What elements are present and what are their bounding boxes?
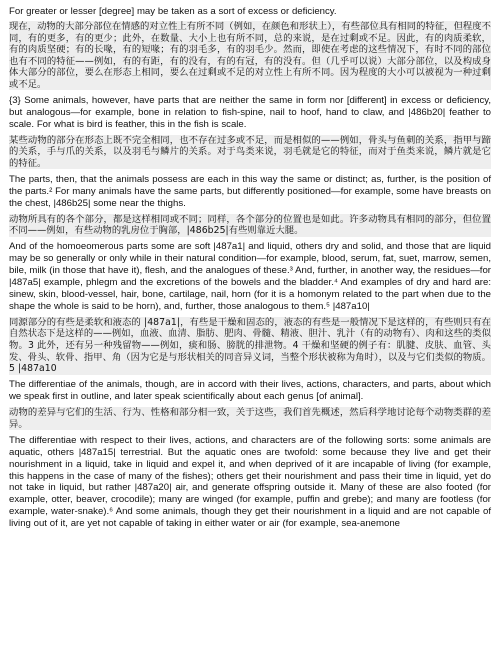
paragraph-en-6: The differentiae with respect to their lives, actions, and characters are of the following sorts: some animals are aquatic, others |487a15| terrestrial. But the aquatic ones are twofold: some because they live and get their nourishment in a liquid, take in liquid and expel it, and when deprived of it are incapable of living (for example, this happens in the case of many of the fishes); others get their nourishment and pass their time in liquid, yet do not take in liquid, but rather |487a20| air, and generate offspring outside it. Many of these are also footed (for example, otter, beaver, crocodile); many are winged (for example, puffin and grebe); and many are footless (for example, water-snake).⁶ And some animals, though they get their nourishment in a liquid and are not capable of living out of it, are yet not capable of taking in either water or air (for example, sea-anemone [9, 434, 491, 530]
paragraph-en-4: And of the homoeomerous parts some are soft |487a1| and liquid, others dry and solid, and those that are liquid may be so generally or only while in their natural condition—for example, blood, serum, fat, suet, marrow, semen, bile, milk (in those that have it), flesh, and the analogues of these.³ And, further, in another way, the residues—for |487a5| example, phlegm and the excretions of the bowels and the bladder.⁴ And examples of dry and hard are: sinew, skin, blood-vessel, hair, bone, cartilage, nail, horn (for it is a homonym related to the part when due to the shape the whole is said to be horn), and, further, those analogous to them.⁵ |487a10| [9, 241, 491, 312]
paragraph-zh-2: 某些动物的部分在形态上既不完全相同，也不存在过多或不足，而是相似的——例如，骨头与鱼刺的关系，指甲与蹄的关系，手与爪的关系，以及羽毛与鳞片的关系。对于鸟类来说，羽毛就是它的特征，而对于鱼类来说，鳞片就是它的特征。 [9, 134, 491, 169]
paragraph-en-5: The differentiae of the animals, though, are in accord with their lives, actions, characters, and parts, about which we speak first in outline, and later speak scientifically about each genus [of animal]. [9, 379, 491, 403]
paragraph-zh-1: 现在，动物的大部分部位在情感的对立性上有所不同（例如，在颜色和形状上），有些部位具有相同的特征，但程度不同，有的更多，有的更少；此外，在数量、大小上也有所不同，总的来说，是在过剩或不足。因此，有的肉质柔软，有的肉质坚硬；有的长喙，有的短喙；有的羽毛多，有的羽毛少。然而，即使在考虑的这些情况下，有时不同的部位也有不同的特征——例如，有的有距，有的没有，有的有冠，有的没有。但（几乎可以说）大部分部位，以及构成身体大部分的部位，要么在形态上相同，要么在过剩或不足的对立性上有所不同。因为程度的大小可以被视为一种过剩或不足。 [9, 20, 491, 90]
paragraph-zh-3: 动物所具有的各个部分，都是这样相同或不同；同样，各个部分的位置也是如此。许多动物具有相同的部分，但位置不同——例如，有些动物的乳房位于胸部，|486b25|有些则靠近大腿。 [9, 213, 491, 237]
paragraph-en-1: For greater or lesser [degree] may be taken as a sort of excess or deficiency. [9, 6, 337, 17]
paragraph-zh-5: 动物的差异与它们的生活、行为、性格和部分相一致，关于这些，我们首先概述，然后科学地讨论每个动物类群的差异。 [9, 407, 491, 430]
paragraph-zh-4: 同源部分的有些是柔软和液态的 |487a1|，有些是干燥和固态的，液态的有些是一般情况下是这样的，有些则只有在自然状态下是这样的——例如，血液、血清、脂肪、肥肉、骨髓、精液、胆汁、乳汁（有的动物有）、肉和这些的类似物。3 此外，还有另一种残留物——例如，痰和肠、膀胱的排泄物。4 干燥和坚硬的例子有：肌腱、皮肤、血管、头发、骨头、软骨、指甲、角（因为它是与形状相关的同音异义词，当整个形状被称为角时），以及与它们类似的物质。5 |487a10 [9, 316, 491, 375]
paragraph-en-3: The parts, then, that the animals possess are each in this way the same or distinct; as, further, is the position of the parts.² For many animals have the same parts, but differently positioned—for example, some have breasts on the chest, |486b25| some near the thighs. [9, 173, 491, 209]
paragraph-en-2: {3} Some animals, however, have parts that are neither the same in form nor [different] in excess or deficiency, but analogous—for example, bone in relation to fish-spine, nail to hoof, hand to claw, and |486b20| feather to scale. For what is bird is feather, this in the fish is scale. [9, 94, 491, 130]
